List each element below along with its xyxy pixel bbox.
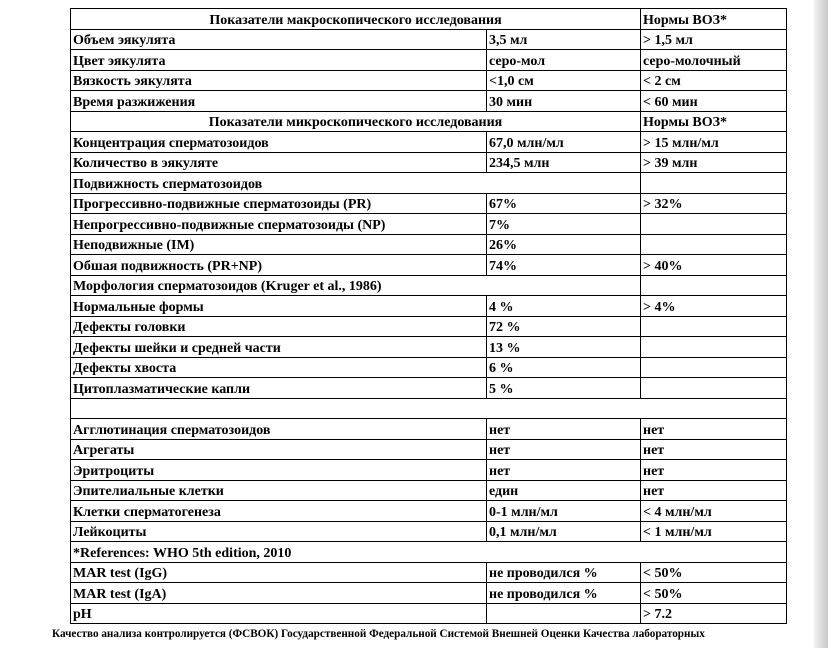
row-norm: > 15 млн/мл <box>641 132 787 153</box>
table-row <box>71 29 787 50</box>
row-label: MAR test (IgG) <box>71 562 487 583</box>
row-label: Цитоплазматические капли <box>71 378 487 399</box>
row-norm: > 40% <box>641 255 787 276</box>
references-row <box>71 542 787 563</box>
row-value: 4 % <box>487 296 641 317</box>
row-value: 26% <box>487 234 641 255</box>
row-norm: > 1,5 мл <box>641 29 787 50</box>
row-label: pH <box>71 603 487 624</box>
table-row <box>71 480 787 501</box>
row-value <box>487 603 641 624</box>
empty-cell <box>641 275 787 296</box>
row-label: Цвет эякулята <box>71 50 487 71</box>
row-value: 72 % <box>487 316 641 337</box>
row-norm: < 4 млн/мл <box>641 501 787 522</box>
row-norm: нет <box>641 439 787 460</box>
row-label: Эритроциты <box>71 460 487 481</box>
row-label: Прогрессивно-подвижные сперматозоиды (PR) <box>71 193 487 214</box>
blank-row <box>71 398 787 419</box>
empty-cell <box>71 398 787 419</box>
row-norm: нет <box>641 419 787 440</box>
table-row <box>71 501 787 522</box>
screen-edge-shadow <box>814 0 828 648</box>
row-label: Вязкость эякулята <box>71 70 487 91</box>
macro-norm-header: Нормы ВОЗ* <box>641 9 787 30</box>
morphology-title-row <box>71 275 787 296</box>
row-label: Объем эякулята <box>71 29 487 50</box>
row-norm: < 2 см <box>641 70 787 91</box>
row-label: Концентрация сперматозоидов <box>71 132 487 153</box>
table-row <box>71 419 787 440</box>
table-row <box>71 91 787 112</box>
table-row <box>71 603 787 624</box>
table-row <box>71 439 787 460</box>
table-row <box>71 214 787 235</box>
row-value: 30 мин <box>487 91 641 112</box>
row-norm: нет <box>641 480 787 501</box>
empty-cell <box>641 173 787 194</box>
morphology-title: Морфология сперматозоидов (Kruger et al., 1986) <box>71 275 641 296</box>
row-value: 13 % <box>487 337 641 358</box>
row-norm <box>641 378 787 399</box>
row-label: Непрогрессивно-подвижные сперматозоиды (NP) <box>71 214 487 235</box>
row-value: 7% <box>487 214 641 235</box>
row-norm: серо-молочный <box>641 50 787 71</box>
row-norm: > 39 млн <box>641 152 787 173</box>
row-label: Дефекты шейки и средней части <box>71 337 487 358</box>
row-value: 6 % <box>487 357 641 378</box>
table-row <box>71 152 787 173</box>
row-value: нет <box>487 419 641 440</box>
row-value: един <box>487 480 641 501</box>
row-value: 67,0 млн/мл <box>487 132 641 153</box>
row-norm <box>641 337 787 358</box>
row-value: нет <box>487 460 641 481</box>
micro-header: Показатели микроскопического исследования <box>71 111 641 132</box>
row-label: Дефекты хвоста <box>71 357 487 378</box>
row-label: Время разжижения <box>71 91 487 112</box>
row-value: серо-мол <box>487 50 641 71</box>
row-norm: < 50% <box>641 583 787 604</box>
row-value: 0,1 млн/мл <box>487 521 641 542</box>
table-row <box>71 583 787 604</box>
row-norm <box>641 214 787 235</box>
row-norm: > 7.2 <box>641 603 787 624</box>
row-value: не проводился % <box>487 583 641 604</box>
table-row <box>71 357 787 378</box>
row-value: 0-1 млн/мл <box>487 501 641 522</box>
row-label: Агрегаты <box>71 439 487 460</box>
row-value: нет <box>487 439 641 460</box>
row-label: Лейкоциты <box>71 521 487 542</box>
row-norm: < 50% <box>641 562 787 583</box>
micro-norm-header: Нормы ВОЗ* <box>641 111 787 132</box>
row-label: Количество в эякуляте <box>71 152 487 173</box>
references-note: *References: WHO 5th edition, 2010 <box>71 542 787 563</box>
table-row <box>71 460 787 481</box>
row-label: Дефекты головки <box>71 316 487 337</box>
table-row <box>71 562 787 583</box>
row-label: Клетки сперматогенеза <box>71 501 487 522</box>
micro-header-row <box>71 111 787 132</box>
table-row <box>71 521 787 542</box>
table-row <box>71 193 787 214</box>
row-norm: нет <box>641 460 787 481</box>
row-norm <box>641 357 787 378</box>
row-norm: < 60 мин <box>641 91 787 112</box>
quality-control-footer: Качество анализа контролируется (ФСВОК) Государственной Федеральной Системой Внешней Оценки Качества лабораторных <box>52 628 705 640</box>
row-value: 5 % <box>487 378 641 399</box>
table-row <box>71 378 787 399</box>
table-row <box>71 316 787 337</box>
macro-header: Показатели макроскопического исследования <box>71 9 641 30</box>
row-label: Агглютинация сперматозоидов <box>71 419 487 440</box>
row-norm <box>641 234 787 255</box>
row-norm: > 32% <box>641 193 787 214</box>
row-norm <box>641 316 787 337</box>
row-value: 234,5 млн <box>487 152 641 173</box>
macro-header-row <box>71 9 787 30</box>
table-row <box>71 50 787 71</box>
row-label: Неподвижные (IM) <box>71 234 487 255</box>
motility-title-row <box>71 173 787 194</box>
row-value: 3,5 мл <box>487 29 641 50</box>
semen-analysis-table <box>70 8 787 624</box>
row-label: Нормальные формы <box>71 296 487 317</box>
table-row <box>71 234 787 255</box>
row-value: не проводился % <box>487 562 641 583</box>
table-row <box>71 70 787 91</box>
row-label: Обшая подвижность (PR+NP) <box>71 255 487 276</box>
row-norm: < 1 млн/мл <box>641 521 787 542</box>
table-row <box>71 132 787 153</box>
table-row <box>71 255 787 276</box>
table-row <box>71 296 787 317</box>
row-label: MAR test (IgA) <box>71 583 487 604</box>
row-value: 74% <box>487 255 641 276</box>
row-value: <1,0 см <box>487 70 641 91</box>
row-value: 67% <box>487 193 641 214</box>
row-label: Эпителиальные клетки <box>71 480 487 501</box>
motility-title: Подвижность сперматозоидов <box>71 173 641 194</box>
table-row <box>71 337 787 358</box>
row-norm: > 4% <box>641 296 787 317</box>
